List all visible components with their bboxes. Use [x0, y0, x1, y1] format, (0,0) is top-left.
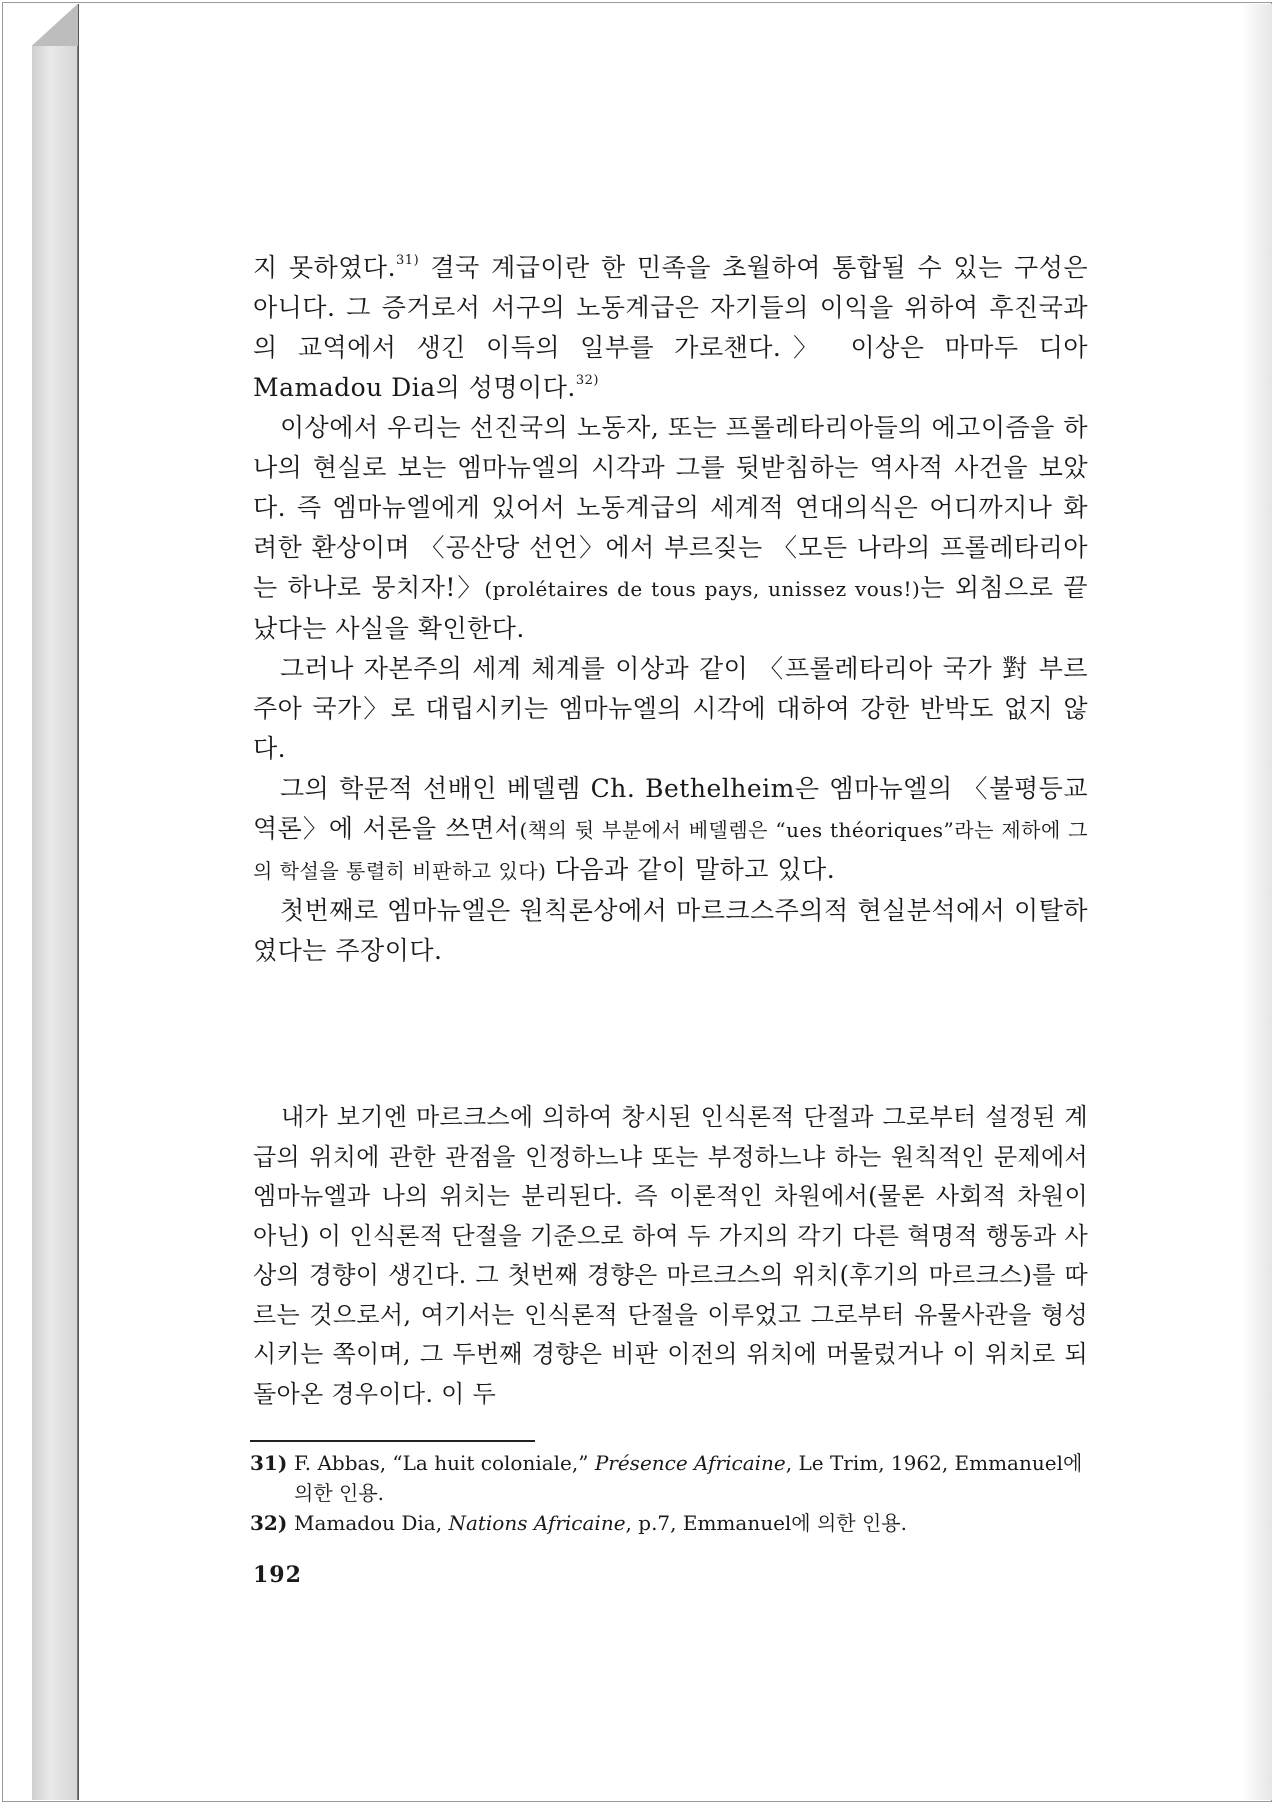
- footnote-text-pre: Mamadou Dia,: [294, 1511, 449, 1535]
- paragraph-2-french-quote: (prolétaires de tous pays, unissez vous!): [484, 577, 921, 601]
- paragraph-4-text-a: 그의 학문적 선배인 베델렘 Ch. Bethelheim은 엠마뉴엘의 〈불평등교역론〉에 서론을 쓰면서: [253, 774, 1088, 843]
- footnote-ref-31[interactable]: 31): [396, 253, 420, 268]
- paragraph-2: [253, 408, 1088, 649]
- paragraph-1-text-b: 결국 계급이란 한 민족을 초월하여 통합될 수 있는 구성은 아니다. 그 증거로서 서구의 노동계급은 자기들의 이익을 위하여 후진국과의 교역에서 생긴 이득의 일부를 가로챈다.〉 이상은 마마두 디아 Mamadou Dia의 성명이다.: [253, 253, 1088, 402]
- footnote-number: 32): [250, 1511, 288, 1535]
- footnote-text-pre: F. Abbas, “La huit coloniale,”: [294, 1451, 595, 1475]
- paragraph-2-text-a: 이상에서 우리는 선진국의 노동자, 또는 프롤레타리아들의 에고이즘을 하나의 현실로 보는 엠마뉴엘의 시각과 그를 뒷받침하는 역사적 사건을 보았다. 즉 엠마뉴엘에게 있어서 노동계급의 세계적 연대의식은 어디까지나 화려한 환상이며 〈공산당 선언〉에서 부르짖는 〈모든 나라의 프롤레타리아는 하나로 뭉치자!〉: [253, 413, 1088, 602]
- book-spine-corner: [32, 4, 78, 46]
- footnote-ref-32[interactable]: 32): [575, 373, 599, 388]
- paragraph-4: [253, 769, 1088, 891]
- footnotes: [250, 1448, 1088, 1538]
- paragraph-1: [253, 248, 1088, 408]
- paragraph-4-text-c: 다음과 같이 말하고 있다.: [546, 855, 836, 884]
- footnote-source-title: Nations Africaine: [448, 1511, 626, 1535]
- page-number: 192: [253, 1562, 302, 1588]
- paragraph-4-aside: (책의 뒷 부분에서 베델렘은 “ues théoriques”라는 제하에 그의 학설을 통렬히 비판하고 있다): [253, 818, 1089, 883]
- paragraph-3: 그러나 자본주의 세계 체계를 이상과 같이 〈프롤레타리아 국가 對 부르주아 국가〉로 대립시키는 엠마뉴엘의 시각에 대하여 강한 반박도 없지 않다.: [253, 654, 1088, 763]
- footnote-number: 31): [250, 1451, 288, 1475]
- paragraph-2-text-c: 는 외침으로 끝났다는 사실을 확인한다.: [253, 573, 1088, 643]
- footnote-divider: [250, 1440, 535, 1442]
- body-text: [253, 248, 1088, 971]
- footnote-source-title: Présence Africaine: [594, 1451, 786, 1475]
- paragraph-5: 첫번째로 엠마뉴엘은 원칙론상에서 마르크스주의적 현실분석에서 이탈하였다는 주장이다.: [253, 896, 1088, 965]
- paragraph-1-text-a: 지 못하였다.: [253, 253, 397, 282]
- footnote-31: [250, 1448, 1088, 1508]
- block-quote: [253, 1098, 1088, 1414]
- book-spine: [32, 4, 78, 1800]
- page-edge-shadow: [1242, 4, 1272, 1800]
- footnote-text-post: , p.7, Emmanuel에 의한 인용.: [625, 1511, 907, 1535]
- footnote-32: [250, 1508, 1088, 1538]
- footnote-text-post: , Le Trim, 1962, Emmanuel에 의한 인용.: [294, 1451, 1083, 1505]
- block-quote-text: 내가 보기엔 마르크스에 의하여 창시된 인식론적 단절과 그로부터 설정된 계급의 위치에 관한 관점을 인정하느냐 또는 부정하느냐 하는 원칙적인 문제에서 엠마뉴엘과 나의 위치는 분리된다. 즉 이론적인 차원에서(물론 사회적 차원이 아닌) 이 인식론적 단절을 기준으로 하여 두 가지의 각기 다른 혁명적 행동과 사상의 경향이 생긴다. 그 첫번째 경향은 마르크스의 위치(후기의 마르크스)를 따르는 것으로서, 여기서는 인식론적 단절을 이루었고 그로부터 유물사관을 형성시키는 쪽이며, 그 두번째 경향은 비판 이전의 위치에 머물렀거나 이 위치로 되돌아온 경우이다. 이 두: [253, 1103, 1088, 1408]
